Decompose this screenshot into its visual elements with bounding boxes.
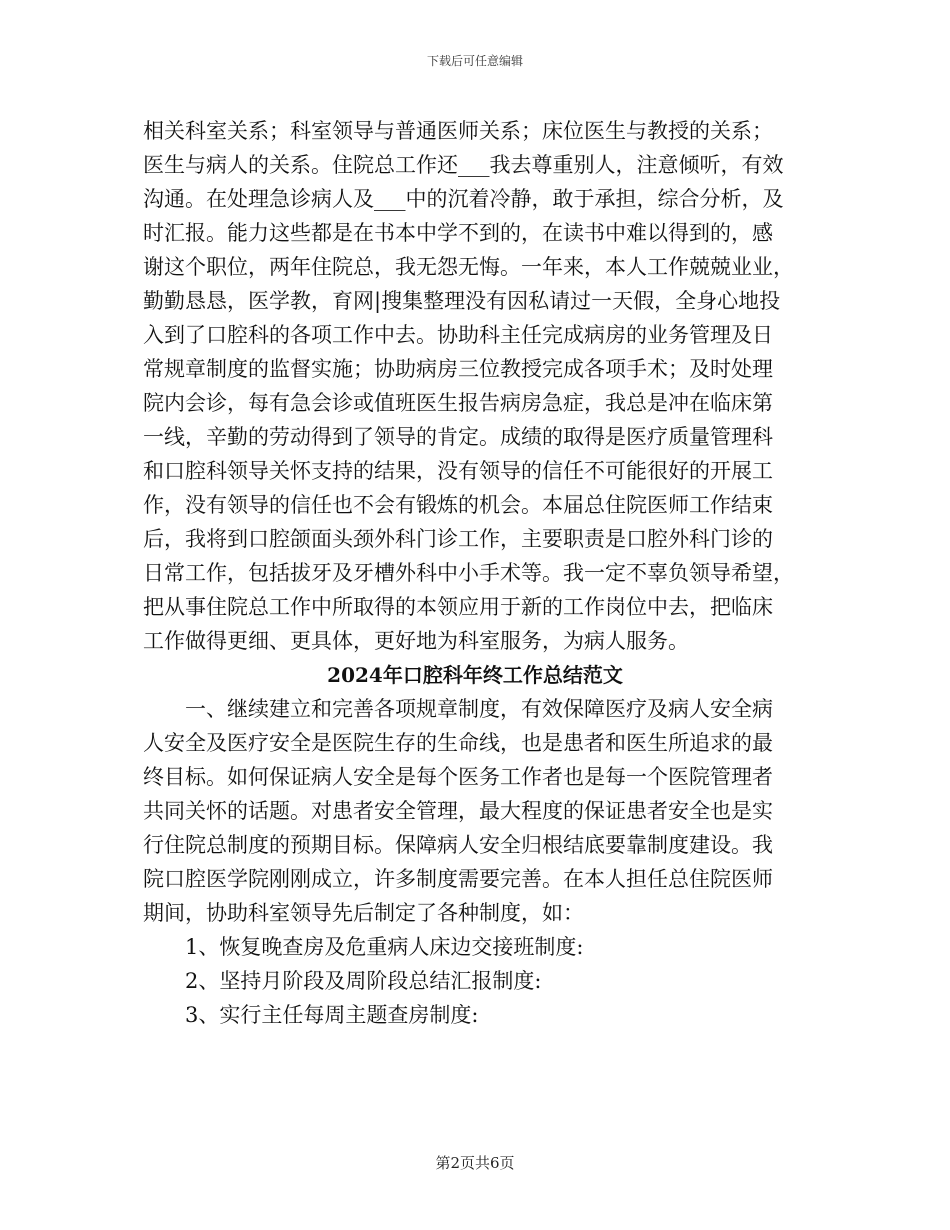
section-line: 院口腔医学院刚刚成立，许多制度需要完善。在本人担任总住院医师 [143, 867, 773, 891]
list-item: 2、坚持月阶段及周阶段总结汇报制度: [143, 969, 542, 993]
body-line: 勤勤恳恳，医学教，育网|搜集整理没有因私请过一天假，全身心地投 [143, 289, 781, 313]
page-header-note: 下载后可任意编辑 [426, 54, 523, 68]
body-line: 和口腔科领导关怀支持的结果，没有领导的信任不可能很好的开展工 [143, 459, 773, 483]
body-line: 沟通。在处理急诊病人及___中的沉着冷静，敢于承担，综合分析，及 [143, 187, 784, 211]
list-item: 3、实行主任每周主题查房制度: [143, 1003, 479, 1027]
body-line: 把从事住院总工作中所取得的本领应用于新的工作岗位中去，把临床 [143, 595, 773, 619]
section-line: 一、继续建立和完善各项规章制度，有效保障医疗及病人安全病 [143, 697, 773, 721]
body-line: 时汇报。能力这些都是在书本中学不到的，在读书中难以得到的，感 [143, 221, 773, 245]
body-line: 院内会诊，每有急会诊或值班医生报告病房急症，我总是冲在临床第 [143, 391, 773, 415]
list-item: 1、恢复晚查房及危重病人床边交接班制度: [143, 935, 584, 959]
section-line: 行住院总制度的预期目标。保障病人安全归根结底要靠制度建设。我 [143, 833, 773, 857]
section-line: 终目标。如何保证病人安全是每个医务工作者也是每一个医院管理者 [143, 765, 773, 789]
section-line: 人安全及医疗安全是医院生存的生命线，也是患者和医生所追求的最 [143, 731, 773, 755]
body-line: 入到了口腔科的各项工作中去。协助科主任完成病房的业务管理及日 [143, 323, 773, 347]
body-line: 相关科室关系；科室领导与普通医师关系；床位医生与教授的关系； [143, 119, 773, 143]
body-line: 医生与病人的关系。住院总工作还___我去尊重别人，注意倾听，有效 [143, 153, 784, 177]
body-line: 一线，辛勤的劳动得到了领导的肯定。成绩的取得是医疗质量管理科 [143, 425, 773, 449]
body-line: 日常工作，包括拔牙及牙槽外科中小手术等。我一定不辜负领导希望， [143, 561, 794, 585]
body-line: 谢这个职位，两年住院总，我无怨无悔。一年来，本人工作兢兢业业， [143, 255, 794, 279]
section-line: 共同关怀的话题。对患者安全管理，最大程度的保证患者安全也是实 [143, 799, 773, 823]
body-line: 工作做得更细、更具体，更好地为科室服务，为病人服务。 [143, 629, 689, 653]
body-line: 后，我将到口腔颌面头颈外科门诊工作，主要职责是口腔外科门诊的 [143, 527, 773, 551]
document-body [143, 114, 807, 1032]
body-line: 作，没有领导的信任也不会有锻炼的机会。本届总住院医师工作结束 [143, 493, 773, 517]
section-line: 期间，协助科室领导先后制定了各种制度，如： [143, 901, 584, 925]
page-number: 第2页共6页 [435, 1154, 515, 1172]
body-line: 常规章制度的监督实施；协助病房三位教授完成各项手术；及时处理 [143, 357, 773, 381]
section-title: 2024年口腔科年终工作总结范文 [327, 663, 623, 687]
